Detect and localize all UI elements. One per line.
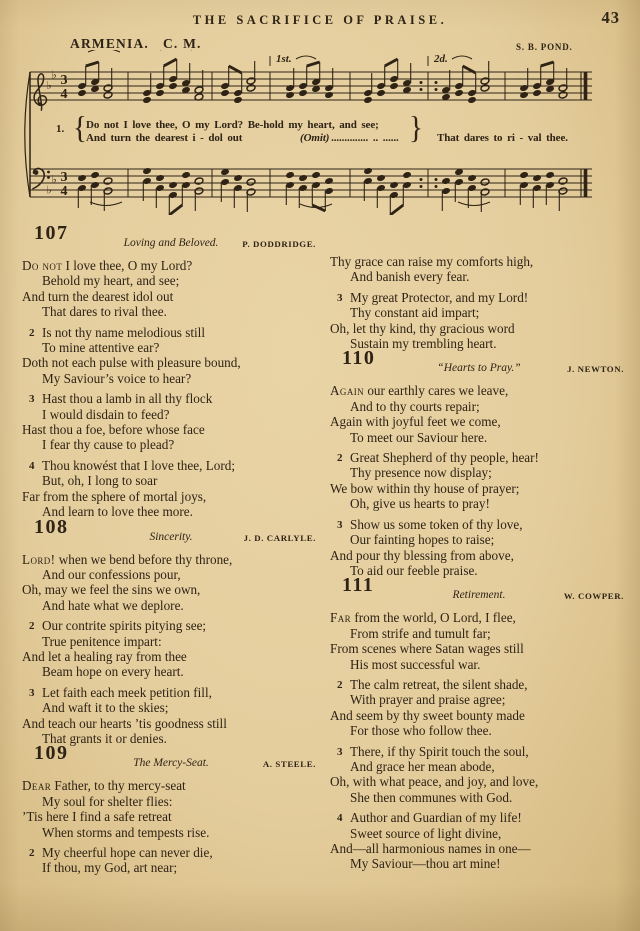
hymn-line: But, oh, I long to soar	[42, 473, 158, 489]
hymn-line: Thy presence now display;	[350, 465, 492, 481]
hymn-verse	[330, 610, 628, 672]
hymn-verse	[22, 391, 320, 453]
hymn-verse	[330, 383, 628, 445]
hymn-line: That dares to rival thee.	[42, 304, 167, 320]
hymn-line: For those who follow thee.	[350, 723, 492, 739]
verse-number: 4	[29, 459, 35, 472]
svg-text:3: 3	[60, 170, 68, 185]
verse-number: 3	[337, 745, 343, 758]
page-header-title: THE SACRIFICE OF PRAISE.	[192, 13, 448, 27]
hymn-line: I fear thy cause to plead?	[42, 437, 175, 453]
hymn-line: And let a healing ray from thee	[22, 648, 187, 664]
svg-text:4: 4	[60, 87, 68, 102]
hymn-line: Oh, with what peace, and joy, and love,	[330, 774, 539, 790]
hymn-line: Our fainting hopes to raise;	[350, 532, 495, 548]
tune-meter: C. M.	[162, 36, 202, 51]
svg-text:♭: ♭	[51, 173, 57, 186]
svg-text:♭: ♭	[46, 79, 52, 92]
verse-number: 4	[337, 812, 343, 825]
hymn-line: And learn to love thee more.	[42, 504, 193, 520]
verse-number: 2	[337, 452, 343, 465]
hymn-line: Hast thou a foe, before whose face	[22, 422, 205, 438]
hymn-line: My Saviour—thou art mine!	[350, 856, 501, 872]
hymn-line: And our confessions pour,	[42, 566, 181, 582]
hymn-number: 110	[342, 347, 376, 370]
lyric-tail: That dares to ri - val thee.	[437, 132, 568, 144]
hymn-line: And seem by thy sweet bounty made	[330, 707, 525, 723]
svg-text:3: 3	[60, 73, 68, 88]
lead-word: Lord!	[22, 551, 56, 567]
hymn-header	[22, 222, 320, 253]
hymn-verse	[330, 810, 628, 872]
hymn-line: And pour thy blessing from above,	[330, 547, 514, 563]
hymn-header	[330, 347, 628, 378]
hymn-line: 4 Author and Guardian of my life!	[337, 810, 522, 826]
hymn-line: That grants it or denies.	[42, 730, 167, 746]
hymn-line: With prayer and praise agree;	[350, 692, 506, 708]
hymn-line: From strife and tumult far;	[350, 625, 491, 641]
lyric-close-brace: }	[409, 110, 423, 146]
hymn-line: True penitence impart:	[42, 633, 162, 649]
lead-word: Do not	[22, 258, 63, 273]
hymn-author: J. NEWTON.	[567, 364, 624, 375]
hymn-line: Doth not each pulse with pleasure bound,	[22, 355, 241, 371]
lyric-line-1: Do not I love thee, O my Lord? Be-hold my heart, and see;	[86, 119, 379, 131]
hymn-line: I would disdain to feed?	[42, 406, 170, 422]
hymn-line: Oh, give us hearts to pray!	[350, 496, 490, 512]
lead-word: Dear	[22, 778, 52, 794]
hymn-verse	[330, 677, 628, 739]
hymn-title: “Hearts to Pray.”	[437, 362, 521, 375]
hymn-line: We bow within thy house of prayer;	[330, 480, 520, 496]
hymn-line: Do not I love thee, O my Lord?	[22, 258, 193, 273]
stanza-number: 1.	[56, 123, 65, 135]
hymn-line: 2 My cheerful hope can never die,	[29, 845, 213, 860]
hymn-line: And banish every fear.	[350, 269, 470, 285]
second-ending-label: 2d.	[434, 53, 448, 65]
hymn-line: To meet our Saviour here.	[350, 429, 488, 445]
hymn-verse	[22, 258, 320, 320]
hymn-line: 3 There, if thy Spirit touch the soul,	[337, 743, 529, 759]
hymn-line: Oh, let thy kind, thy gracious word	[330, 320, 515, 336]
hymn-line: Dear Father, to thy mercy-seat	[22, 778, 186, 794]
omit-label: (Omit) .............. .. ......	[300, 132, 400, 144]
verse-number: 3	[29, 686, 35, 699]
hymn-line: Again with joyful feet we come,	[330, 414, 501, 430]
hymn-title: Sincerity.	[149, 530, 193, 543]
hymn-line: And waft it to the skies;	[42, 700, 169, 716]
hymn-verse	[330, 517, 628, 579]
hymn-line: Again our earthly cares we leave,	[330, 383, 509, 399]
hymn-line: 3 Hast thou a lamb in all thy flock	[29, 391, 213, 407]
hymn-line: Thy grace can raise my comforts high,	[330, 254, 534, 269]
hymn-author: A. STEELE.	[262, 759, 316, 770]
hymn-line: Thy constant aid impart;	[350, 305, 480, 321]
hymn-line: 3 My great Protector, and my Lord!	[337, 289, 529, 305]
verse-number: 2	[29, 847, 35, 859]
hymn-line: To mine attentive ear?	[42, 340, 160, 356]
hymn-line: My Saviour’s voice to hear?	[42, 370, 192, 386]
hymn-header	[22, 742, 320, 773]
hymn-number: 111	[342, 574, 375, 597]
hymn-line: If thou, my God, art near;	[42, 860, 178, 876]
hymn-verse	[22, 778, 320, 840]
hymn-number: 108	[34, 515, 69, 538]
verse-number: 3	[29, 393, 35, 406]
svg-text:4: 4	[60, 184, 68, 199]
tune-name: ARMENIA.	[70, 36, 149, 51]
verse-number: 3	[337, 291, 343, 304]
hymn-verse	[22, 685, 320, 747]
hymn-author: J. D. CARLYLE.	[243, 532, 316, 543]
hymn-verse	[22, 325, 320, 387]
hymn-verse	[330, 450, 628, 512]
hymn-line: Far from the world, O Lord, I flee,	[330, 610, 516, 626]
verse-number: 2	[29, 620, 35, 633]
hymn-line: And turn the dearest idol out	[22, 288, 174, 304]
hymn-line: 2 Great Shepherd of thy people, hear!	[337, 450, 539, 466]
hymn-number: 107	[34, 222, 69, 244]
hymn-line: 3 Show us some token of thy love,	[337, 516, 523, 532]
hymn-verse	[22, 845, 320, 876]
hymn-verse	[330, 290, 628, 352]
hymn-title: Loving and Beloved.	[123, 237, 219, 249]
hymn-line: And hate what we deplore.	[42, 597, 184, 613]
hymn-line: His most successful war.	[350, 656, 481, 672]
hymn-line: And to thy courts repair;	[350, 398, 480, 414]
hymn-header	[330, 574, 628, 605]
hymn-line: From scenes where Satan wages still	[330, 641, 524, 657]
verse-number: 3	[337, 518, 343, 531]
verse-number: 2	[337, 678, 343, 691]
lead-word: Far	[330, 610, 352, 626]
lead-word: Again	[330, 383, 365, 399]
hymn-verse	[330, 254, 628, 285]
hymn-line: Sweet source of light divine,	[350, 825, 502, 841]
hymn-line: When storms and tempests rise.	[42, 824, 210, 840]
hymn-line: And grace her mean abode,	[350, 758, 495, 774]
svg-text:♭: ♭	[46, 183, 52, 197]
hymn-line: Lord! when we bend before thy throne,	[22, 551, 233, 567]
hymn-verse	[330, 744, 628, 806]
hymn-title: Retirement.	[452, 589, 506, 602]
hymn-line: 2 The calm retreat, the silent shade,	[337, 676, 528, 692]
hymn-line: 2 Is not thy name melodious still	[29, 324, 206, 340]
hymn-line: 4 Thou knowést that I love thee, Lord;	[29, 457, 236, 473]
hymn-line: Oh, may we feel the sins we own,	[22, 582, 201, 598]
hymn-line: And teach our hearts ’tis goodness still	[22, 715, 227, 731]
hymn-line: My soul for shelter flies:	[42, 793, 173, 809]
svg-text:♭: ♭	[51, 68, 57, 82]
hymn-verse	[22, 458, 320, 520]
hymn-column-right	[330, 254, 628, 877]
hymn-title: The Mercy-Seat.	[133, 757, 209, 770]
hymn-line: ’Tis here I find a safe retreat	[22, 809, 172, 825]
hymn-header	[22, 515, 320, 547]
hymn-line: She then communes with God.	[350, 789, 513, 805]
composer-credit: S. B. POND.	[516, 42, 573, 52]
hymn-verse	[22, 618, 320, 680]
first-ending-label: 1st.	[276, 53, 292, 65]
hymn-line: Far from the sphere of mortal joys,	[22, 488, 207, 504]
hymn-verse	[22, 552, 320, 614]
lyric-open-brace: {	[73, 110, 87, 146]
hymn-line: 2 Our contrite spirits pitying see;	[29, 618, 207, 634]
lyric-line-2: And turn the dearest i - dol out	[86, 132, 243, 144]
hymn-column-left	[22, 222, 320, 881]
hymn-line: Behold my heart, and see;	[42, 273, 180, 289]
hymn-line: And—all harmonious names in one—	[330, 841, 531, 856]
hymn-line: Sustain my trembling heart.	[350, 336, 497, 352]
hymn-line: Beam hope on every heart.	[42, 664, 184, 680]
hymn-author: P. DODDRIDGE.	[242, 239, 316, 249]
page-number: 43	[601, 8, 620, 27]
hymn-author: W. COWPER.	[563, 591, 624, 602]
hymn-line: 3 Let faith each meek petition fill,	[29, 684, 212, 700]
hymn-line: To aid our feeble praise.	[350, 562, 478, 578]
hymn-number: 109	[34, 742, 69, 765]
verse-number: 2	[29, 326, 35, 339]
